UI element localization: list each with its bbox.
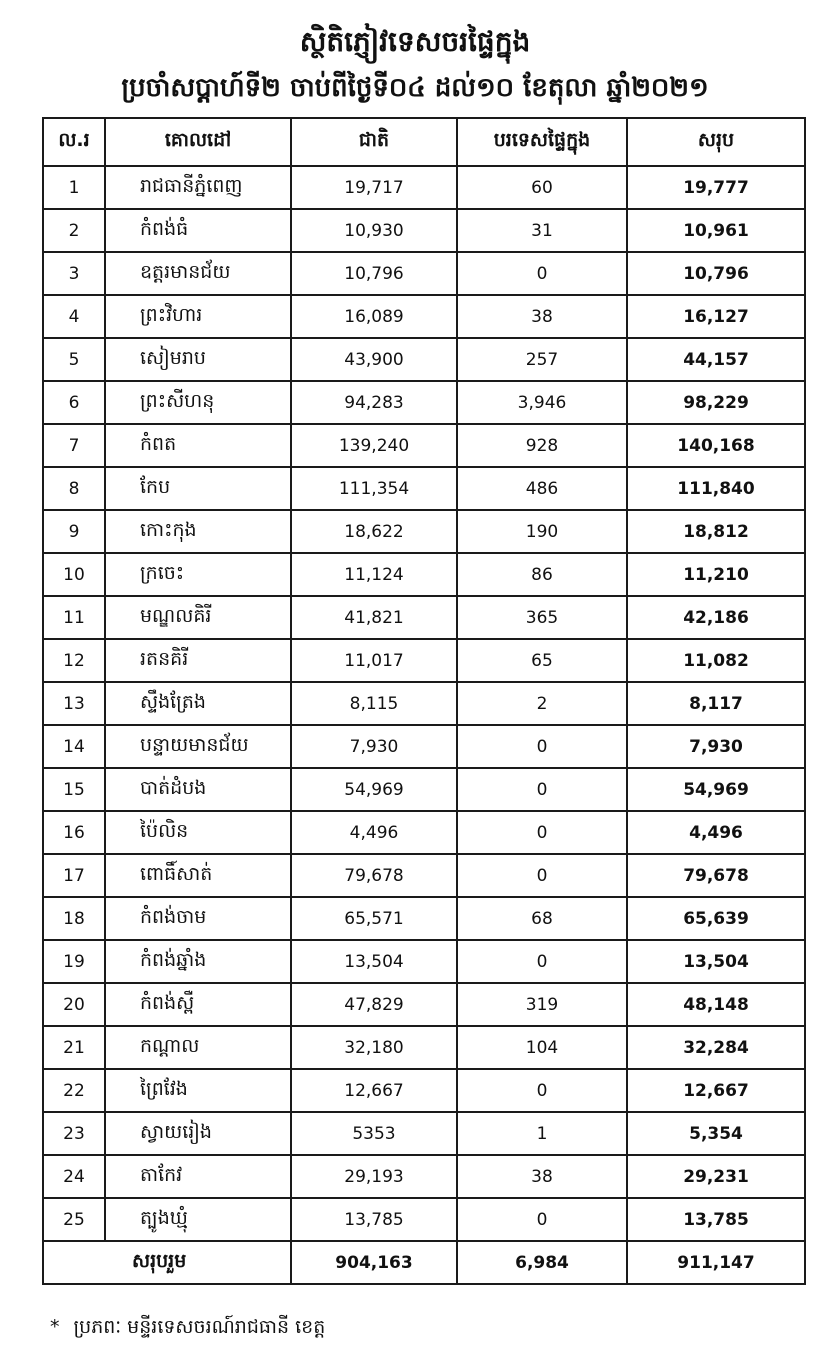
table-row xyxy=(43,854,805,897)
row-province: សៀមរាប xyxy=(105,338,291,381)
row-national-count: 13,785 xyxy=(291,1198,457,1241)
table-row xyxy=(43,768,805,811)
row-province: កំពង់ចាម xyxy=(105,897,291,940)
row-province: ក្រចេះ xyxy=(105,553,291,596)
table-row xyxy=(43,295,805,338)
column-header-foreign-domestic: បរទេសផ្ទៃក្នុង xyxy=(457,118,627,166)
row-national-count: 47,829 xyxy=(291,983,457,1026)
row-national-count: 7,930 xyxy=(291,725,457,768)
row-number: 9 xyxy=(43,510,105,553)
row-number: 18 xyxy=(43,897,105,940)
row-national-count: 29,193 xyxy=(291,1155,457,1198)
row-total-count: 18,812 xyxy=(627,510,805,553)
column-header-national: ជាតិ xyxy=(291,118,457,166)
row-foreign-count: 38 xyxy=(457,1155,627,1198)
row-foreign-count: 0 xyxy=(457,854,627,897)
row-foreign-count: 0 xyxy=(457,811,627,854)
table-row xyxy=(43,510,805,553)
row-national-count: 32,180 xyxy=(291,1026,457,1069)
row-foreign-count: 0 xyxy=(457,940,627,983)
row-province: បាត់ដំបង xyxy=(105,768,291,811)
row-foreign-count: 104 xyxy=(457,1026,627,1069)
tourist-statistics-table xyxy=(42,117,806,1285)
table-row xyxy=(43,1155,805,1198)
row-foreign-count: 0 xyxy=(457,1198,627,1241)
footnote-text: ប្រភពៈ មន្ទីរទេសចរណ៍រាជធានី ខេត្ត xyxy=(73,1316,326,1338)
row-province: ស្វាយរៀង xyxy=(105,1112,291,1155)
row-number: 11 xyxy=(43,596,105,639)
table-header-row xyxy=(43,118,805,166)
summary-total: 911,147 xyxy=(627,1241,805,1284)
row-foreign-count: 319 xyxy=(457,983,627,1026)
row-number: 4 xyxy=(43,295,105,338)
row-foreign-count: 0 xyxy=(457,1069,627,1112)
row-national-count: 11,124 xyxy=(291,553,457,596)
row-total-count: 11,210 xyxy=(627,553,805,596)
row-province: បន្ទាយមានជ័យ xyxy=(105,725,291,768)
row-foreign-count: 68 xyxy=(457,897,627,940)
row-total-count: 140,168 xyxy=(627,424,805,467)
row-national-count: 19,717 xyxy=(291,166,457,209)
row-total-count: 54,969 xyxy=(627,768,805,811)
table-row xyxy=(43,596,805,639)
table-row xyxy=(43,897,805,940)
table-row xyxy=(43,209,805,252)
table-row xyxy=(43,940,805,983)
row-province: ប៉ៃលិន xyxy=(105,811,291,854)
row-number: 16 xyxy=(43,811,105,854)
row-number: 24 xyxy=(43,1155,105,1198)
row-number: 22 xyxy=(43,1069,105,1112)
row-province: តាកែវ xyxy=(105,1155,291,1198)
page-subtitle: ប្រចាំសប្តាហ៍ទី២ ចាប់ពីថ្ងៃទី០៤ ដល់១០ ខែតុលា ឆ្នាំ២០២១ xyxy=(121,73,709,103)
column-header-destination: គោលដៅ xyxy=(105,118,291,166)
row-number: 25 xyxy=(43,1198,105,1241)
row-national-count: 4,496 xyxy=(291,811,457,854)
row-foreign-count: 31 xyxy=(457,209,627,252)
row-total-count: 32,284 xyxy=(627,1026,805,1069)
row-number: 2 xyxy=(43,209,105,252)
row-national-count: 11,017 xyxy=(291,639,457,682)
row-national-count: 5353 xyxy=(291,1112,457,1155)
row-total-count: 12,667 xyxy=(627,1069,805,1112)
row-total-count: 65,639 xyxy=(627,897,805,940)
row-national-count: 12,667 xyxy=(291,1069,457,1112)
row-number: 1 xyxy=(43,166,105,209)
row-province: កំពត xyxy=(105,424,291,467)
table-row xyxy=(43,553,805,596)
row-total-count: 13,785 xyxy=(627,1198,805,1241)
row-number: 17 xyxy=(43,854,105,897)
row-province: ត្បូងឃ្មុំ xyxy=(105,1198,291,1241)
row-total-count: 44,157 xyxy=(627,338,805,381)
row-province: រតនគិរី xyxy=(105,639,291,682)
row-total-count: 79,678 xyxy=(627,854,805,897)
row-total-count: 10,961 xyxy=(627,209,805,252)
row-province: កំពង់ធំ xyxy=(105,209,291,252)
row-number: 7 xyxy=(43,424,105,467)
row-national-count: 16,089 xyxy=(291,295,457,338)
row-number: 21 xyxy=(43,1026,105,1069)
table-row xyxy=(43,381,805,424)
row-foreign-count: 60 xyxy=(457,166,627,209)
row-number: 13 xyxy=(43,682,105,725)
table-row xyxy=(43,338,805,381)
row-national-count: 8,115 xyxy=(291,682,457,725)
row-total-count: 16,127 xyxy=(627,295,805,338)
table-row xyxy=(43,467,805,510)
table-row xyxy=(43,1112,805,1155)
table-row xyxy=(43,1198,805,1241)
row-foreign-count: 86 xyxy=(457,553,627,596)
row-foreign-count: 1 xyxy=(457,1112,627,1155)
table-row xyxy=(43,811,805,854)
row-national-count: 13,504 xyxy=(291,940,457,983)
row-province: រាជធានីភ្នំពេញ xyxy=(105,166,291,209)
row-number: 14 xyxy=(43,725,105,768)
source-footnote xyxy=(50,1312,325,1342)
row-national-count: 111,354 xyxy=(291,467,457,510)
row-number: 19 xyxy=(43,940,105,983)
table-row xyxy=(43,252,805,295)
row-province: ឧត្តរមានជ័យ xyxy=(105,252,291,295)
row-foreign-count: 65 xyxy=(457,639,627,682)
row-national-count: 65,571 xyxy=(291,897,457,940)
summary-label: សរុបរួម xyxy=(43,1241,291,1284)
row-foreign-count: 0 xyxy=(457,725,627,768)
footnote-marker: * xyxy=(50,1316,60,1338)
row-foreign-count: 0 xyxy=(457,768,627,811)
row-number: 8 xyxy=(43,467,105,510)
table-row xyxy=(43,424,805,467)
row-province: ព្រះសីហនុ xyxy=(105,381,291,424)
row-national-count: 18,622 xyxy=(291,510,457,553)
row-number: 3 xyxy=(43,252,105,295)
row-foreign-count: 0 xyxy=(457,252,627,295)
row-total-count: 29,231 xyxy=(627,1155,805,1198)
row-total-count: 42,186 xyxy=(627,596,805,639)
row-foreign-count: 3,946 xyxy=(457,381,627,424)
row-national-count: 94,283 xyxy=(291,381,457,424)
column-header-number: ល.រ xyxy=(43,118,105,166)
row-national-count: 10,930 xyxy=(291,209,457,252)
summary-row xyxy=(43,1241,805,1284)
row-province: ស្ទឹងត្រែង xyxy=(105,682,291,725)
row-foreign-count: 257 xyxy=(457,338,627,381)
row-province: កោះកុង xyxy=(105,510,291,553)
row-total-count: 19,777 xyxy=(627,166,805,209)
row-number: 12 xyxy=(43,639,105,682)
row-national-count: 79,678 xyxy=(291,854,457,897)
row-total-count: 7,930 xyxy=(627,725,805,768)
row-province: ព្រៃវែង xyxy=(105,1069,291,1112)
table-row xyxy=(43,983,805,1026)
row-total-count: 48,148 xyxy=(627,983,805,1026)
row-number: 5 xyxy=(43,338,105,381)
table-row xyxy=(43,1069,805,1112)
row-total-count: 8,117 xyxy=(627,682,805,725)
row-foreign-count: 365 xyxy=(457,596,627,639)
row-total-count: 111,840 xyxy=(627,467,805,510)
row-national-count: 139,240 xyxy=(291,424,457,467)
row-total-count: 98,229 xyxy=(627,381,805,424)
row-province: ព្រះវិហារ xyxy=(105,295,291,338)
table-row xyxy=(43,1026,805,1069)
row-total-count: 4,496 xyxy=(627,811,805,854)
row-national-count: 41,821 xyxy=(291,596,457,639)
row-province: កែប xyxy=(105,467,291,510)
summary-foreign: 6,984 xyxy=(457,1241,627,1284)
row-number: 6 xyxy=(43,381,105,424)
table-row xyxy=(43,682,805,725)
row-total-count: 13,504 xyxy=(627,940,805,983)
row-foreign-count: 38 xyxy=(457,295,627,338)
row-number: 23 xyxy=(43,1112,105,1155)
row-national-count: 10,796 xyxy=(291,252,457,295)
row-total-count: 11,082 xyxy=(627,639,805,682)
table-body xyxy=(43,166,805,1284)
row-province: កំពង់ឆ្នាំង xyxy=(105,940,291,983)
row-number: 10 xyxy=(43,553,105,596)
row-total-count: 10,796 xyxy=(627,252,805,295)
summary-national: 904,163 xyxy=(291,1241,457,1284)
row-total-count: 5,354 xyxy=(627,1112,805,1155)
row-province: មណ្ឌលគិរី xyxy=(105,596,291,639)
row-province: កំពង់ស្ពឺ xyxy=(105,983,291,1026)
column-header-total: សរុប xyxy=(627,118,805,166)
row-number: 20 xyxy=(43,983,105,1026)
row-national-count: 54,969 xyxy=(291,768,457,811)
row-foreign-count: 2 xyxy=(457,682,627,725)
row-province: កណ្តាល xyxy=(105,1026,291,1069)
page-title: ស្ថិតិភ្ញៀវទេសចរផ្ទៃក្នុង xyxy=(299,25,531,58)
row-foreign-count: 190 xyxy=(457,510,627,553)
row-foreign-count: 928 xyxy=(457,424,627,467)
row-national-count: 43,900 xyxy=(291,338,457,381)
row-province: ពោធិ៍សាត់ xyxy=(105,854,291,897)
table-row xyxy=(43,166,805,209)
table-row xyxy=(43,639,805,682)
row-foreign-count: 486 xyxy=(457,467,627,510)
row-number: 15 xyxy=(43,768,105,811)
table-row xyxy=(43,725,805,768)
